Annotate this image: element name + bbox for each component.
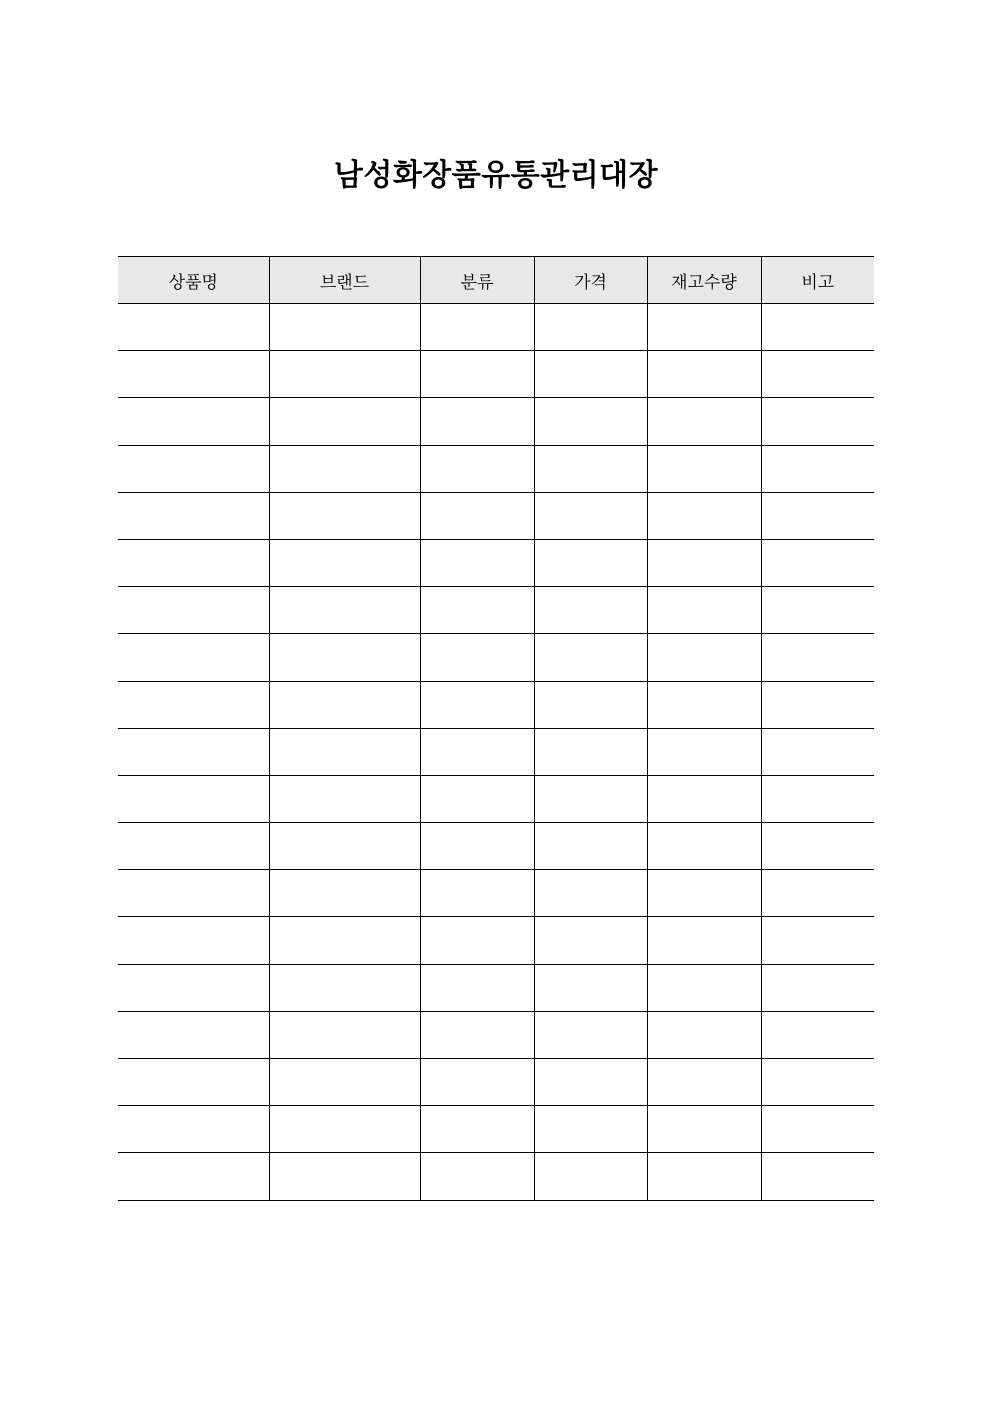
brand-cell[interactable] [269, 775, 420, 822]
category-cell[interactable] [420, 823, 534, 870]
page-title: 남성화장품유통관리대장 [333, 158, 659, 194]
brand-cell[interactable] [269, 398, 420, 445]
category-cell[interactable] [420, 445, 534, 492]
table-row [118, 1106, 874, 1153]
table-row [118, 1059, 874, 1106]
brand-cell[interactable] [269, 728, 420, 775]
table-row [118, 304, 874, 351]
price-cell[interactable] [534, 492, 647, 539]
brand-cell[interactable] [269, 964, 420, 1011]
brand-cell[interactable] [269, 917, 420, 964]
table-row [118, 870, 874, 917]
product-name-cell[interactable] [118, 681, 269, 728]
product-name-cell[interactable] [118, 775, 269, 822]
remarks-cell[interactable] [761, 492, 874, 539]
product-name-cell[interactable] [118, 634, 269, 681]
stock-quantity-cell[interactable] [647, 351, 761, 398]
brand-cell[interactable] [269, 870, 420, 917]
remarks-cell[interactable] [761, 1153, 874, 1200]
category-cell[interactable] [420, 1011, 534, 1058]
price-cell[interactable] [534, 587, 647, 634]
brand-cell[interactable] [269, 1011, 420, 1058]
price-cell[interactable] [534, 870, 647, 917]
remarks-cell[interactable] [761, 304, 874, 351]
table-row [118, 398, 874, 445]
price-cell[interactable] [534, 728, 647, 775]
stock-quantity-cell[interactable] [647, 681, 761, 728]
price-cell[interactable] [534, 681, 647, 728]
product-name-cell[interactable] [118, 1059, 269, 1106]
product-name-cell[interactable] [118, 917, 269, 964]
category-cell[interactable] [420, 681, 534, 728]
brand-cell[interactable] [269, 304, 420, 351]
remarks-cell[interactable] [761, 1059, 874, 1106]
price-cell[interactable] [534, 304, 647, 351]
table-row [118, 775, 874, 822]
product-name-cell[interactable] [118, 445, 269, 492]
stock-quantity-cell[interactable] [647, 775, 761, 822]
price-cell[interactable] [534, 964, 647, 1011]
remarks-cell[interactable] [761, 1011, 874, 1058]
remarks-cell[interactable] [761, 351, 874, 398]
remarks-cell[interactable] [761, 870, 874, 917]
table-row [118, 634, 874, 681]
column-header-remarks: 비고 [761, 257, 874, 304]
brand-cell[interactable] [269, 681, 420, 728]
price-cell[interactable] [534, 1059, 647, 1106]
remarks-cell[interactable] [761, 681, 874, 728]
price-cell[interactable] [534, 445, 647, 492]
brand-cell[interactable] [269, 351, 420, 398]
brand-cell[interactable] [269, 539, 420, 586]
category-cell[interactable] [420, 1059, 534, 1106]
brand-cell[interactable] [269, 1059, 420, 1106]
product-name-cell[interactable] [118, 1106, 269, 1153]
remarks-cell[interactable] [761, 587, 874, 634]
category-cell[interactable] [420, 917, 534, 964]
brand-cell[interactable] [269, 1106, 420, 1153]
remarks-cell[interactable] [761, 445, 874, 492]
product-name-cell[interactable] [118, 539, 269, 586]
remarks-cell[interactable] [761, 634, 874, 681]
table-row [118, 917, 874, 964]
table-row [118, 964, 874, 1011]
column-header-stock-quantity: 재고수량 [647, 257, 761, 304]
price-cell[interactable] [534, 823, 647, 870]
product-name-cell[interactable] [118, 728, 269, 775]
remarks-cell[interactable] [761, 917, 874, 964]
stock-quantity-cell[interactable] [647, 964, 761, 1011]
category-cell[interactable] [420, 870, 534, 917]
table-header [118, 257, 874, 304]
brand-cell[interactable] [269, 634, 420, 681]
product-name-cell[interactable] [118, 964, 269, 1011]
table-row [118, 351, 874, 398]
remarks-cell[interactable] [761, 539, 874, 586]
category-cell[interactable] [420, 964, 534, 1011]
category-cell[interactable] [420, 351, 534, 398]
stock-quantity-cell[interactable] [647, 917, 761, 964]
price-cell[interactable] [534, 1011, 647, 1058]
remarks-cell[interactable] [761, 775, 874, 822]
category-cell[interactable] [420, 492, 534, 539]
stock-quantity-cell[interactable] [647, 445, 761, 492]
ledger-table [118, 256, 874, 1201]
stock-quantity-cell[interactable] [647, 587, 761, 634]
category-cell[interactable] [420, 634, 534, 681]
category-cell[interactable] [420, 587, 534, 634]
brand-cell[interactable] [269, 492, 420, 539]
category-cell[interactable] [420, 1106, 534, 1153]
price-cell[interactable] [534, 1106, 647, 1153]
price-cell[interactable] [534, 539, 647, 586]
stock-quantity-cell[interactable] [647, 870, 761, 917]
stock-quantity-cell[interactable] [647, 304, 761, 351]
table-row [118, 445, 874, 492]
stock-quantity-cell[interactable] [647, 1153, 761, 1200]
product-name-cell[interactable] [118, 870, 269, 917]
product-name-cell[interactable] [118, 823, 269, 870]
category-cell[interactable] [420, 398, 534, 445]
price-cell[interactable] [534, 1153, 647, 1200]
stock-quantity-cell[interactable] [647, 1059, 761, 1106]
table-body [118, 304, 874, 1201]
stock-quantity-cell[interactable] [647, 1011, 761, 1058]
stock-quantity-cell[interactable] [647, 398, 761, 445]
product-name-cell[interactable] [118, 1153, 269, 1200]
column-header-brand: 브랜드 [269, 257, 420, 304]
stock-quantity-cell[interactable] [647, 492, 761, 539]
product-name-cell[interactable] [118, 351, 269, 398]
brand-cell[interactable] [269, 823, 420, 870]
price-cell[interactable] [534, 398, 647, 445]
product-name-cell[interactable] [118, 492, 269, 539]
remarks-cell[interactable] [761, 964, 874, 1011]
stock-quantity-cell[interactable] [647, 728, 761, 775]
product-name-cell[interactable] [118, 398, 269, 445]
remarks-cell[interactable] [761, 398, 874, 445]
brand-cell[interactable] [269, 445, 420, 492]
column-header-product-name: 상품명 [118, 257, 269, 304]
table-row [118, 681, 874, 728]
table-row [118, 539, 874, 586]
product-name-cell[interactable] [118, 304, 269, 351]
stock-quantity-cell[interactable] [647, 1106, 761, 1153]
brand-cell[interactable] [269, 587, 420, 634]
price-cell[interactable] [534, 351, 647, 398]
stock-quantity-cell[interactable] [647, 823, 761, 870]
remarks-cell[interactable] [761, 728, 874, 775]
column-header-category: 분류 [420, 257, 534, 304]
category-cell[interactable] [420, 1153, 534, 1200]
price-cell[interactable] [534, 634, 647, 681]
product-name-cell[interactable] [118, 587, 269, 634]
category-cell[interactable] [420, 539, 534, 586]
table-row [118, 492, 874, 539]
table-row [118, 587, 874, 634]
column-header-price: 가격 [534, 257, 647, 304]
category-cell[interactable] [420, 728, 534, 775]
stock-quantity-cell[interactable] [647, 634, 761, 681]
product-name-cell[interactable] [118, 1011, 269, 1058]
table-row [118, 1153, 874, 1200]
table-row [118, 823, 874, 870]
remarks-cell[interactable] [761, 823, 874, 870]
price-cell[interactable] [534, 917, 647, 964]
brand-cell[interactable] [269, 1153, 420, 1200]
category-cell[interactable] [420, 304, 534, 351]
table-row [118, 1011, 874, 1058]
remarks-cell[interactable] [761, 1106, 874, 1153]
header-row [118, 257, 874, 304]
table-row [118, 728, 874, 775]
category-cell[interactable] [420, 775, 534, 822]
stock-quantity-cell[interactable] [647, 539, 761, 586]
price-cell[interactable] [534, 775, 647, 822]
